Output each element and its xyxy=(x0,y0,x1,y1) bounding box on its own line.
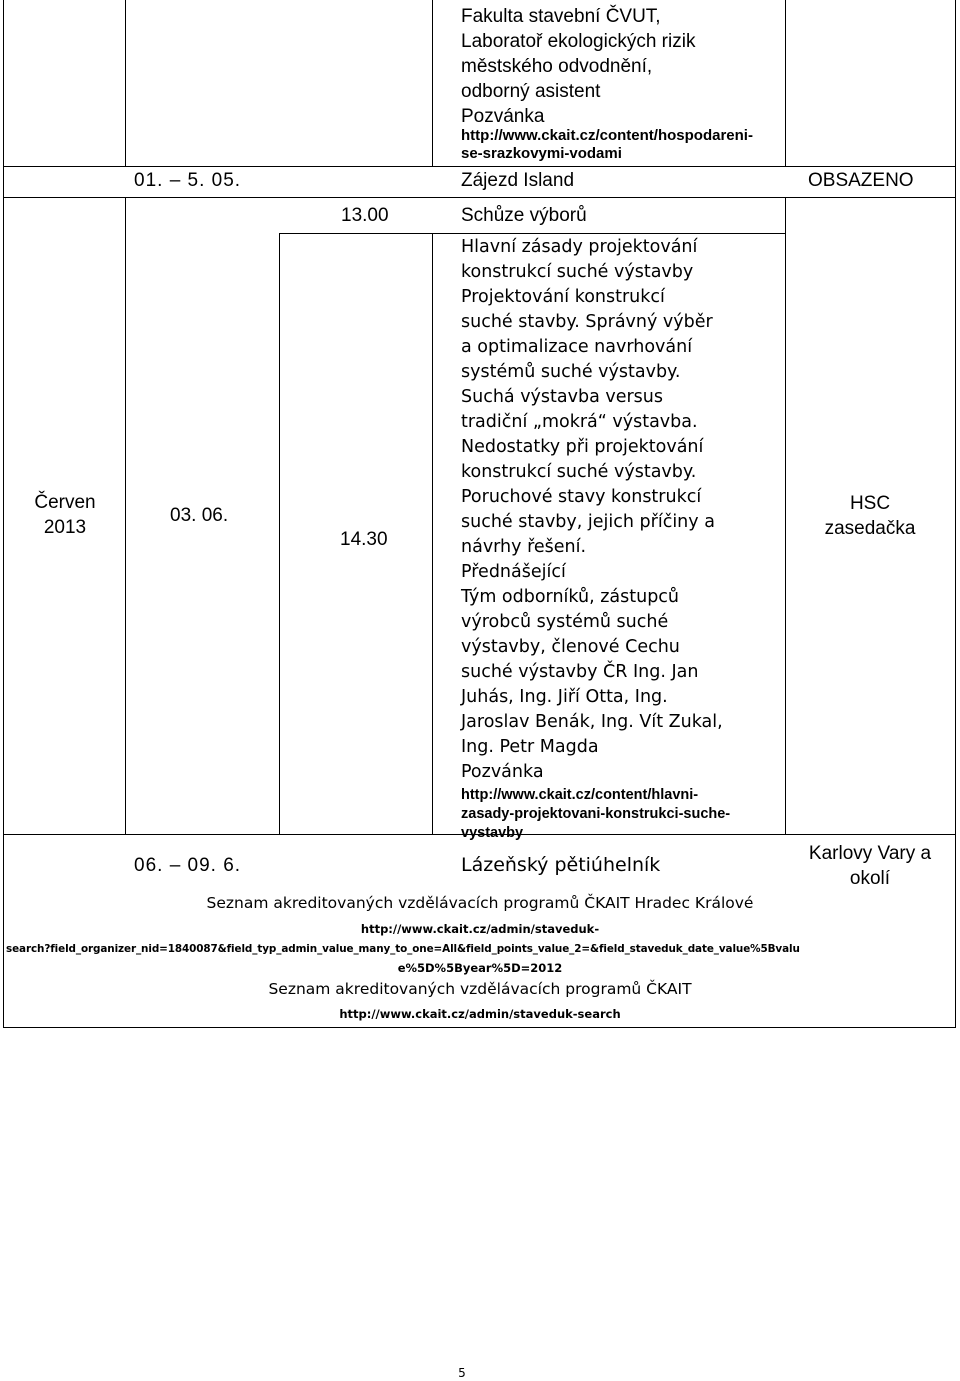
desc-line: suché stavby. Správný výběr xyxy=(461,312,713,332)
lazne-title: Lázeňský pětiúhelník xyxy=(461,854,661,876)
page-number: 5 xyxy=(458,1366,466,1380)
top-text-block xyxy=(461,4,695,129)
row-divider xyxy=(3,197,956,198)
footer-heading-1: Seznam akreditovaných vzdělávacích programů ČKAIT Hradec Králové xyxy=(206,894,754,912)
footer-heading-2: Seznam akreditovaných vzdělávacích programů ČKAIT xyxy=(268,980,692,998)
desc-line: suché stavby, jejich příčiny a xyxy=(461,512,715,532)
desc-line: konstrukcí suché výstavby. xyxy=(461,462,697,482)
col-divider-place xyxy=(785,197,786,834)
table-border-right xyxy=(955,0,956,1028)
place-line: zasedačka xyxy=(824,518,916,539)
desc-line: Hlavní zásady projektování xyxy=(461,237,698,257)
desc-line: Pozvánka xyxy=(461,762,544,782)
top-line: odborný asistent xyxy=(461,81,601,102)
footer-url-1-line3[interactable]: e%5D%5Byear%5D=2012 xyxy=(397,961,563,975)
row-divider xyxy=(3,166,956,167)
schuze-time: 13.00 xyxy=(341,205,389,226)
desc-line: systémů suché výstavby. xyxy=(461,362,681,382)
desc-line: suché výstavby ČR Ing. Jan xyxy=(461,662,699,682)
seminar-place xyxy=(790,491,950,541)
desc-line: a optimalizace navrhování xyxy=(461,337,693,357)
seminar-time: 14.30 xyxy=(340,529,388,550)
top-line: Pozvánka xyxy=(461,106,545,127)
seminar-url-line[interactable]: http://www.ckait.cz/content/hlavni- xyxy=(461,787,699,803)
seminar-url-line[interactable]: vystavby xyxy=(461,825,524,841)
desc-line: Tým odborníků, zástupců xyxy=(461,587,680,607)
desc-line: návrhy řešení. xyxy=(461,537,587,557)
footer-url-2[interactable]: http://www.ckait.cz/admin/staveduk-search xyxy=(339,1007,621,1021)
schuze-title: Schůze výborů xyxy=(461,205,587,226)
seminar-url[interactable] xyxy=(461,786,730,843)
col-divider-place xyxy=(785,0,786,166)
footer-url-1-line1[interactable]: http://www.ckait.cz/admin/staveduk- xyxy=(360,922,600,936)
col-divider-month xyxy=(125,0,126,166)
desc-line: výstavby, členové Cechu xyxy=(461,637,680,657)
top-url-line[interactable]: se-srazkovymi-vodami xyxy=(461,145,622,162)
zajezd-title: Zájezd Island xyxy=(461,170,575,191)
desc-line: konstrukcí suché výstavby xyxy=(461,262,694,282)
top-url[interactable] xyxy=(461,127,753,163)
year-label: 2013 xyxy=(43,517,87,538)
desc-line: tradiční „mokrá“ výstavba. xyxy=(461,412,698,432)
row-divider xyxy=(279,233,786,234)
col-divider-time xyxy=(432,233,433,834)
place-line: Karlovy Vary a xyxy=(808,843,932,864)
seminar-description xyxy=(461,235,723,785)
top-line: městského odvodnění, xyxy=(461,56,653,77)
top-line: Fakulta stavební ČVUT, xyxy=(461,6,661,27)
table-border-bottom xyxy=(3,1027,956,1028)
desc-line: Přednášející xyxy=(461,562,566,582)
desc-line: Suchá výstavba versus xyxy=(461,387,664,407)
place-line: okolí xyxy=(849,868,891,889)
desc-line: Juhás, Ing. Jiří Otta, Ing. xyxy=(461,687,668,707)
desc-line: Projektování konstrukcí xyxy=(461,287,665,307)
footer-url-1-line2[interactable]: search?field_organizer_nid=1840087&field_typ_admin_value_many_to_one=All&field_points_value_2=&field_staveduk_date_value%5Bvalu xyxy=(6,943,800,955)
zajezd-date: 01. – 5. 05. xyxy=(134,170,242,191)
desc-line: Jaroslav Benák, Ing. Vít Zukal, xyxy=(461,712,723,732)
table-border-left xyxy=(3,0,4,1028)
month-cell xyxy=(10,490,120,540)
lazne-date: 06. – 09. 6. xyxy=(134,855,242,876)
col-divider-date xyxy=(279,233,280,834)
seminar-date: 03. 06. xyxy=(170,505,229,526)
lazne-place xyxy=(790,841,950,891)
desc-line: Nedostatky při projektování xyxy=(461,437,704,457)
col-divider-month xyxy=(125,197,126,834)
desc-line: výrobců systémů suché xyxy=(461,612,669,632)
month-label: Červen xyxy=(34,492,96,513)
desc-line: Poruchové stavy konstrukcí xyxy=(461,487,702,507)
place-line: HSC xyxy=(849,493,891,514)
seminar-url-line[interactable]: zasady-projektovani-konstrukci-suche- xyxy=(461,806,731,822)
top-line: Laboratoř ekologických rizik xyxy=(461,31,696,52)
top-url-line[interactable]: http://www.ckait.cz/content/hospodareni- xyxy=(461,127,753,144)
col-divider-time xyxy=(432,0,433,166)
zajezd-status: OBSAZENO xyxy=(808,170,914,191)
desc-line: Ing. Petr Magda xyxy=(461,737,599,757)
